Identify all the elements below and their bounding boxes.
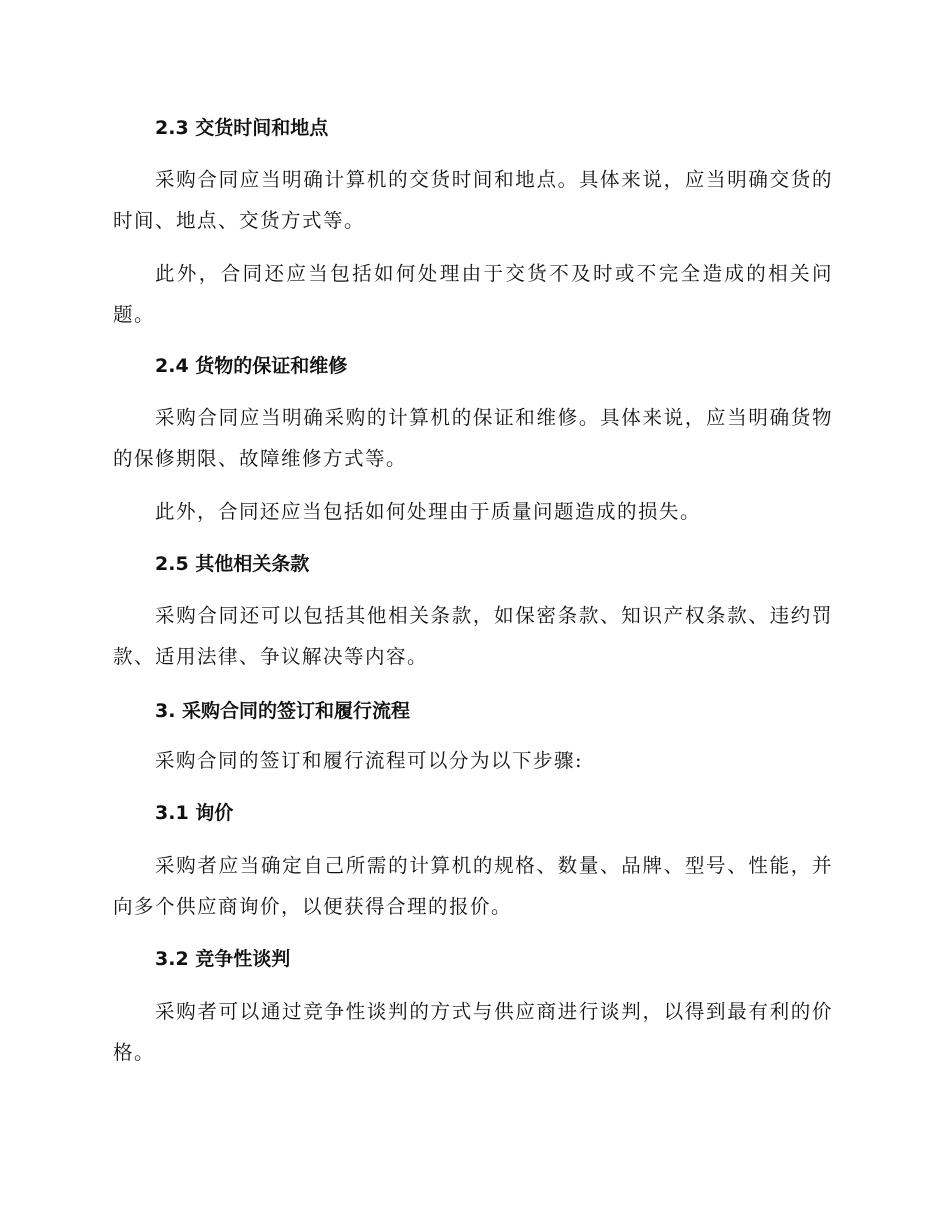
section-heading-2-5: 2.5 其他相关条款	[155, 553, 310, 575]
section-heading-3-1: 3.1 询价	[155, 802, 234, 824]
paragraph: 采购者可以通过竞争性谈判的方式与供应商进行谈判，以得到最有利的价格。	[113, 1000, 833, 1064]
paragraph: 采购合同应当明确采购的计算机的保证和维修。具体来说，应当明确货物的保修期限、故障维修方式等。	[113, 406, 833, 470]
paragraph: 此外，合同还应当包括如何处理由于质量问题造成的损失。	[155, 500, 702, 523]
document-page	[113, 0, 833, 1230]
paragraph: 采购者应当确定自己所需的计算机的规格、数量、品牌、型号、性能，并向多个供应商询价，以便获得合理的报价。	[113, 854, 833, 918]
paragraph: 此外，合同还应当包括如何处理由于交货不及时或不完全造成的相关问题。	[113, 262, 833, 326]
section-heading-3: 3. 采购合同的签订和履行流程	[155, 700, 411, 722]
paragraph: 采购合同还可以包括其他相关条款，如保密条款、知识产权条款、违约罚款、适用法律、争议解决等内容。	[113, 604, 833, 668]
paragraph: 采购合同的签订和履行流程可以分为以下步骤:	[155, 749, 584, 772]
section-heading-2-4: 2.4 货物的保证和维修	[155, 355, 348, 377]
paragraph: 采购合同应当明确计算机的交货时间和地点。具体来说，应当明确交货的时间、地点、交货方式等。	[113, 168, 833, 232]
section-heading-3-2: 3.2 竞争性谈判	[155, 948, 291, 970]
section-heading-2-3: 2.3 交货时间和地点	[155, 117, 329, 139]
